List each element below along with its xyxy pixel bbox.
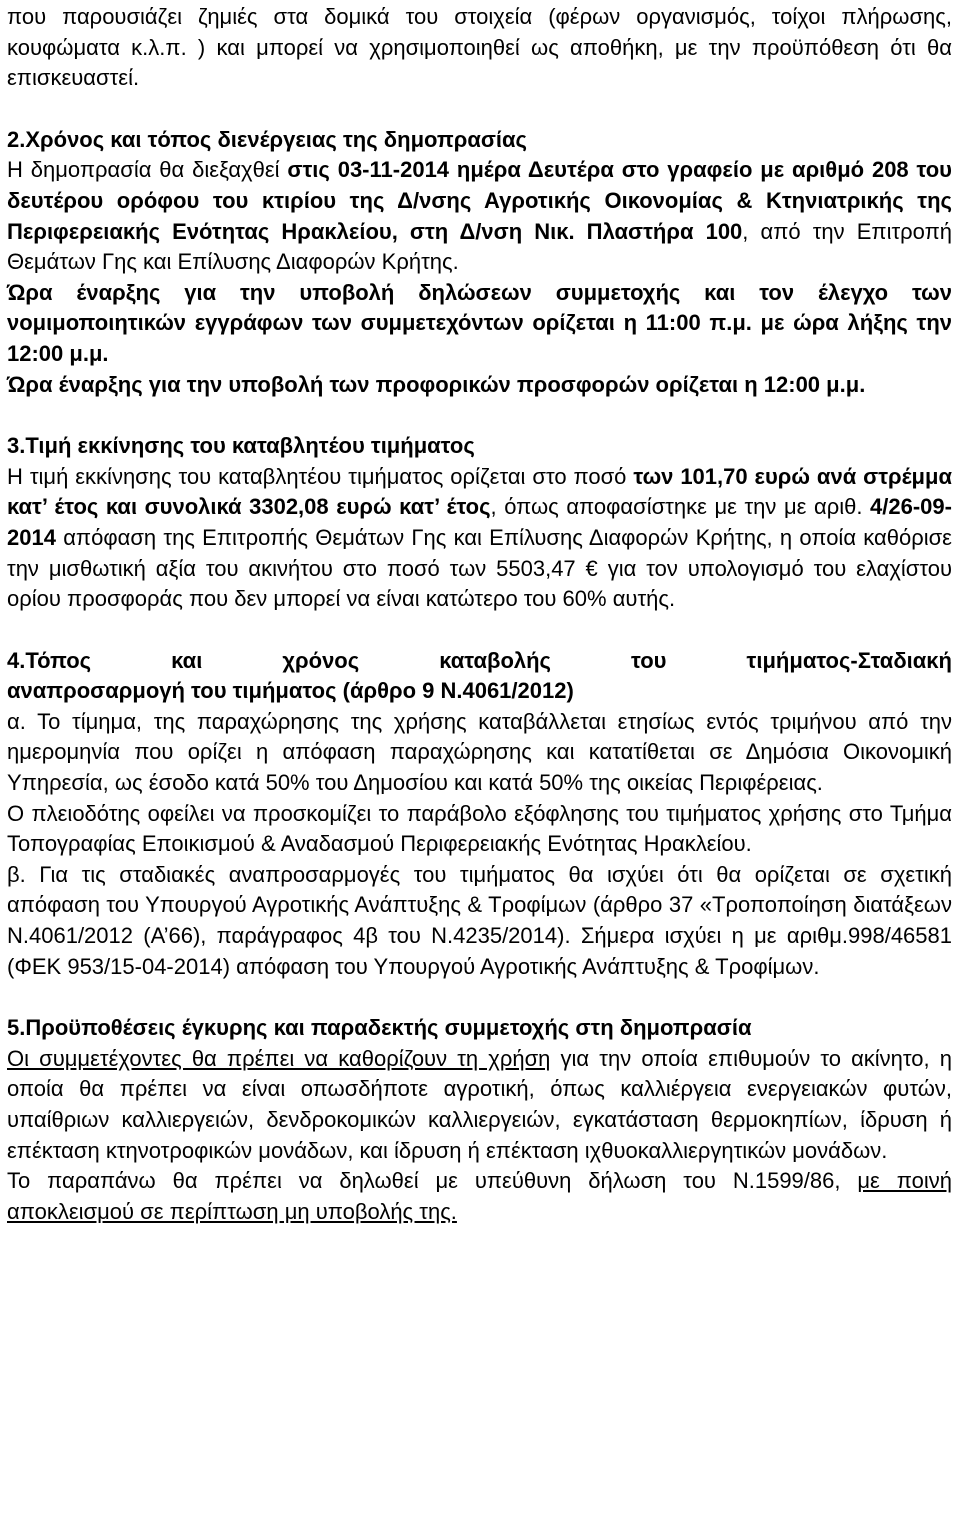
text-run: Το παραπάνω θα πρέπει να δηλωθεί με υπεύθυνη δήλωση του Ν.1599/86,: [7, 1168, 841, 1194]
bold-run: των 101,70 ευρώ ανά στρέμμα κατ’ έτος και συνολικά 3302,08 ευρώ κατ’ έτος: [7, 463, 952, 520]
spacer: [7, 615, 952, 646]
text-run: , όπως αποφασίστηκε με την με αριθ.: [490, 494, 871, 520]
bold-run: Ώρα έναρξης για την υποβολή των προφορικών προσφορών ορίζεται η 12:00 μ.μ.: [7, 371, 866, 397]
section-4-paragraph-b: β. Για τις σταδιακές αναπροσαρμογές του τιμήματος θα ισχύει ότι θα ορίζεται σε σχετική απόφαση του Υπουργού Αγροτικής Ανάπτυξης & Τροφίμων (άρθρο 37 «Τροποποίηση διατάξεων Ν.4061/2012 (Α’66), παράγραφος 4β του Ν.4235/2014). Σήμερα ισχύει η με αριθμ.998/46581 (ΦΕΚ 953/15-04-2014) απόφαση του Υπουργού Αγροτικής Ανάπτυξης & Τροφίμων.: [7, 861, 952, 979]
spacer: [7, 400, 952, 431]
section-4-heading-line-1: 4.Τόπος και χρόνος καταβολής του τιμήματος-Σταδιακή: [7, 647, 952, 673]
bold-run: 4/26-09-2014: [7, 494, 952, 550]
text-run: Η τιμή εκκίνησης του καταβλητέου τιμήματος ορίζεται στο ποσό: [7, 463, 634, 489]
section-2-paragraph-2: [7, 278, 952, 370]
section-5-paragraph-2: [7, 1166, 952, 1227]
text-run: για την οποία επιθυμούν το ακίνητο, η οποία θα πρέπει να είναι οπωσδήποτε αγροτική, όπως καλλιέργεια ενεργειακών φυτών, υπαίθριων καλλιεργειών, δενδροκομικών καλλιεργειών, εγκατάσταση θερμοκηπίων, ίδρυση ή επέκταση κτηνοτροφικών μονάδων, και ίδρυση ή επέκταση ιχθυοκαλλιεργητικών μονάδων.: [7, 1045, 953, 1163]
spacer: [7, 982, 952, 1013]
text-run: , από την Επιτροπή Θεμάτων Γης και Επίλυσης Διαφορών Κρήτης.: [7, 218, 952, 275]
section-4-paragraph-lessee: Ο πλειοδότης οφείλει να προσκομίζει το παράβολο εξόφλησης του τιμήματος χρήσης στο Τμήμα Τοπογραφίας Εποικισμού & Αναδασμού Περιφερειακής Ενότητας Ηρακλείου.: [7, 800, 952, 857]
text-run: Η δημοπρασία θα διεξαχθεί: [7, 157, 288, 183]
bold-run: Ώρα έναρξης για την υποβολή δηλώσεων συμμετοχής και τον έλεγχο των νομιμοποιητικών εγγράφων των συμμετεχόντων ορίζεται η 11:00 π.μ. με ώρα λήξης την 12:00 μ.μ.: [7, 279, 952, 366]
bold-run: στις 03-11-2014 ημέρα Δευτέρα στο γραφείο με αριθμό 208 του δευτέρου ορόφου του κτιρίου της Δ/νσης Αγροτικής Οικονομίας & Κτηνιατρικής της Περιφερειακής Ενότητας Ηρακλείου, στη Δ/νση Νικ. Πλαστήρα 100: [7, 157, 952, 244]
section-5-heading: 5.Προϋποθέσεις έγκυρης και παραδεκτής συμμετοχής στη δημοπρασία: [7, 1015, 752, 1041]
section-2-heading: 2.Χρόνος και τόπος διενέργειας της δημοπρασίας: [7, 126, 527, 152]
section-5-paragraph-1: [7, 1044, 952, 1166]
section-4-paragraph-a: α. Το τίμημα, της παραχώρησης της χρήσης καταβάλλεται ετησίως εντός τριμήνου από την ημερομηνία που ορίζει η απόφαση παραχώρησης και κατατίθεται σε Δημόσια Οικονομική Υπηρεσία, ως έσοδο κατά 50% του Δημοσίου και κατά 50% της οικείας Περιφέρειας.: [7, 708, 952, 796]
underlined-run: με ποινή αποκλεισμού σε περίπτωση μη υποβολής της.: [7, 1168, 952, 1224]
section-2-paragraph-1: [7, 155, 952, 277]
spacer: [7, 94, 952, 125]
underlined-run: Οι συμμετέχοντες θα πρέπει να καθορίζουν τη χρήση: [7, 1045, 551, 1071]
intro-paragraph: που παρουσιάζει ζημιές στα δομικά του στοιχεία (φέρων οργανισμός, τοίχοι πλήρωσης, κουφώματα κ.λ.π. ) και μπορεί να χρησιμοποιηθεί ως αποθήκη, με την προϋπόθεση ότι θα επισκευαστεί.: [7, 4, 952, 91]
text-run: απόφαση της Επιτροπής Θεμάτων Γης και Επίλυσης Διαφορών Κρήτης, η οποία καθόρισε την μισθωτική αξία του ακινήτου στο ποσό των 5503,47 € για τον υπολογισμό του ελαχίστου ορίου προσφοράς που δεν μπορεί να είναι κατώτερο του 60% αυτής.: [7, 524, 952, 612]
section-3-heading: 3.Τιμή εκκίνησης του καταβλητέου τιμήματος: [7, 433, 475, 459]
section-2-paragraph-3: [7, 370, 952, 401]
section-3-paragraph: [7, 462, 952, 615]
section-4-heading-line-2: αναπροσαρμογή του τιμήματος (άρθρο 9 Ν.4061/2012): [7, 678, 574, 704]
